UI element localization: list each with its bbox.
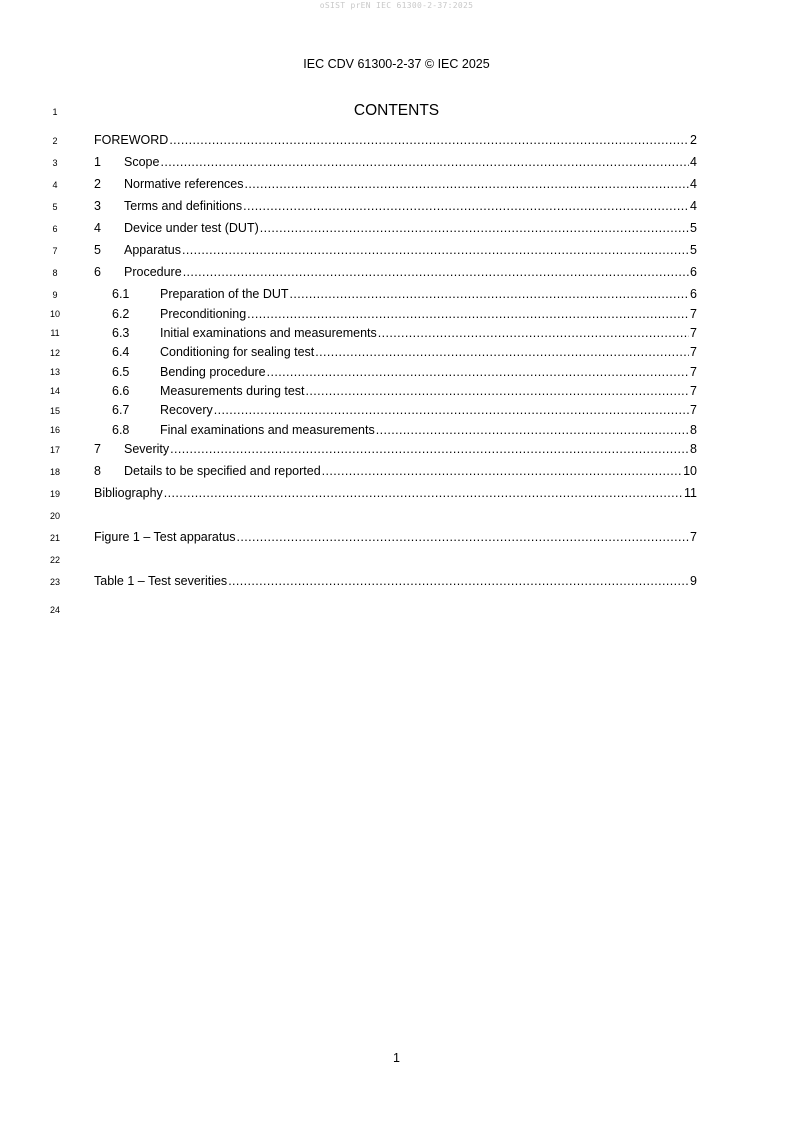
toc-entry-scope[interactable] xyxy=(94,154,697,170)
toc-page-number: 8 xyxy=(690,442,697,456)
toc-entry-title: Measurements during test xyxy=(160,384,305,398)
line-number: 1 xyxy=(52,107,58,117)
toc-entry-title: Details to be specified and reported xyxy=(124,464,321,478)
line-number: 23 xyxy=(49,577,60,587)
toc-leader-dots xyxy=(378,325,689,341)
line-number: 9 xyxy=(52,290,58,300)
line-number: 20 xyxy=(49,511,60,521)
toc-leader-dots xyxy=(322,463,682,479)
toc-entry-6-6[interactable] xyxy=(94,383,697,399)
line-number: 15 xyxy=(49,406,60,416)
toc-leader-dots xyxy=(315,344,689,360)
toc-entry-foreword[interactable] xyxy=(94,132,697,148)
line-number: 14 xyxy=(49,386,60,396)
toc-page-number: 5 xyxy=(690,243,697,257)
line-number: 4 xyxy=(52,180,58,190)
toc-leader-dots xyxy=(164,485,683,501)
toc-page-number: 4 xyxy=(690,155,697,169)
line-number: 17 xyxy=(49,445,60,455)
page-title: CONTENTS xyxy=(353,102,440,119)
toc-leader-dots xyxy=(160,154,689,170)
line-number: 19 xyxy=(49,489,60,499)
line-number: 18 xyxy=(49,467,60,477)
line-number: 13 xyxy=(49,367,60,377)
toc-page-number: 2 xyxy=(690,133,697,147)
line-number: 11 xyxy=(50,328,60,338)
toc-entry-number: 7 xyxy=(94,442,101,456)
toc-entry-normative-references[interactable] xyxy=(94,176,697,192)
toc-page-number: 7 xyxy=(690,403,697,417)
toc-leader-dots xyxy=(245,176,690,192)
toc-leader-dots xyxy=(243,198,689,214)
toc-leader-dots xyxy=(183,264,689,280)
toc-entry-title: FOREWORD xyxy=(94,133,169,147)
toc-entry-6-4[interactable] xyxy=(94,344,697,360)
toc-entry-6-3[interactable] xyxy=(94,325,697,341)
toc-entry-title: Normative references xyxy=(124,177,244,191)
document-header: IEC CDV 61300-2-37 © IEC 2025 xyxy=(303,57,490,71)
toc-entry-number: 6.3 xyxy=(112,326,130,340)
line-number: 21 xyxy=(49,533,60,543)
toc-leader-dots xyxy=(182,242,689,258)
toc-page-number: 7 xyxy=(690,530,697,544)
toc-entry-number: 6.4 xyxy=(112,345,130,359)
toc-entry-title: Procedure xyxy=(124,265,182,279)
toc-entry-title: Final examinations and measurements xyxy=(160,423,375,437)
toc-entry-device-under-test[interactable] xyxy=(94,220,697,236)
toc-entry-title: Preparation of the DUT xyxy=(160,287,289,301)
line-number: 2 xyxy=(52,136,58,146)
toc-leader-dots xyxy=(247,306,689,322)
toc-entry-number: 6.7 xyxy=(112,403,130,417)
toc-entry-6-2[interactable] xyxy=(94,306,697,322)
toc-entry-number: 6.2 xyxy=(112,307,130,321)
toc-entry-title: Table 1 – Test severities xyxy=(94,574,228,588)
toc-leader-dots xyxy=(228,573,689,589)
line-number: 3 xyxy=(52,158,58,168)
toc-page-number: 8 xyxy=(690,423,697,437)
toc-page-number: 7 xyxy=(690,365,697,379)
toc-leader-dots xyxy=(376,422,689,438)
toc-leader-dots xyxy=(306,383,690,399)
toc-entry-number: 3 xyxy=(94,199,101,213)
toc-page-number: 9 xyxy=(690,574,697,588)
toc-entry-severity[interactable] xyxy=(94,441,697,457)
toc-page-number: 10 xyxy=(683,464,697,478)
toc-entry-title: Apparatus xyxy=(124,243,181,257)
page-number: 1 xyxy=(393,1051,400,1065)
line-number: 6 xyxy=(52,224,58,234)
toc-leader-dots xyxy=(267,364,689,380)
toc-entry-title: Bending procedure xyxy=(160,365,266,379)
toc-entry-title: Device under test (DUT) xyxy=(124,221,259,235)
toc-entry-title: Preconditioning xyxy=(160,307,247,321)
toc-entry-title: Recovery xyxy=(160,403,213,417)
toc-entry-number: 4 xyxy=(94,221,101,235)
toc-entry-6-1[interactable] xyxy=(94,286,697,302)
toc-page-number: 5 xyxy=(690,221,697,235)
toc-entry-6-7[interactable] xyxy=(94,402,697,418)
toc-page-number: 4 xyxy=(690,177,697,191)
watermark: oSIST prEN IEC 61300-2-37:2025 xyxy=(319,1,474,10)
toc-entry-apparatus[interactable] xyxy=(94,242,697,258)
toc-leader-dots xyxy=(290,286,690,302)
line-number: 16 xyxy=(49,425,60,435)
toc-page-number: 6 xyxy=(690,287,697,301)
toc-leader-dots xyxy=(214,402,689,418)
toc-entry-title: Severity xyxy=(124,442,170,456)
toc-leader-dots xyxy=(260,220,689,236)
toc-entry-number: 8 xyxy=(94,464,101,478)
toc-page-number: 7 xyxy=(690,384,697,398)
line-number: 7 xyxy=(52,246,58,256)
toc-entry-figure-1[interactable] xyxy=(94,529,697,545)
toc-entry-title: Terms and definitions xyxy=(124,199,243,213)
toc-entry-number: 6 xyxy=(94,265,101,279)
toc-entry-title: Scope xyxy=(124,155,160,169)
toc-entry-6-8[interactable] xyxy=(94,422,697,438)
toc-entry-details[interactable] xyxy=(94,463,697,479)
line-number: 22 xyxy=(49,555,60,565)
line-number: 24 xyxy=(49,605,60,615)
toc-entry-number: 6.5 xyxy=(112,365,130,379)
line-number: 10 xyxy=(49,309,60,319)
toc-entry-table-1[interactable] xyxy=(94,573,697,589)
toc-entry-number: 6.1 xyxy=(112,287,130,301)
toc-page-number: 6 xyxy=(690,265,697,279)
toc-entry-6-5[interactable] xyxy=(94,364,697,380)
toc-entry-number: 6.8 xyxy=(112,423,130,437)
toc-entry-title: Conditioning for sealing test xyxy=(160,345,315,359)
line-number: 12 xyxy=(49,348,60,358)
toc-page-number: 4 xyxy=(690,199,697,213)
toc-entry-number: 2 xyxy=(94,177,101,191)
toc-leader-dots xyxy=(170,441,689,457)
toc-entry-number: 1 xyxy=(94,155,101,169)
toc-page-number: 7 xyxy=(690,345,697,359)
toc-entry-number: 6.6 xyxy=(112,384,130,398)
toc-entry-title: Bibliography xyxy=(94,486,163,500)
toc-page-number: 11 xyxy=(684,486,697,500)
toc-entry-title: Initial examinations and measurements xyxy=(160,326,377,340)
toc-entry-procedure[interactable] xyxy=(94,264,697,280)
toc-leader-dots xyxy=(169,132,689,148)
toc-entry-terms-and-definitions[interactable] xyxy=(94,198,697,214)
toc-entry-number: 5 xyxy=(94,243,101,257)
toc-entry-bibliography[interactable] xyxy=(94,485,697,501)
toc-entry-title: Figure 1 – Test apparatus xyxy=(94,530,236,544)
toc-page-number: 7 xyxy=(690,326,697,340)
line-number: 5 xyxy=(52,202,58,212)
toc-page-number: 7 xyxy=(690,307,697,321)
line-number: 8 xyxy=(52,268,58,278)
toc-leader-dots xyxy=(237,529,690,545)
